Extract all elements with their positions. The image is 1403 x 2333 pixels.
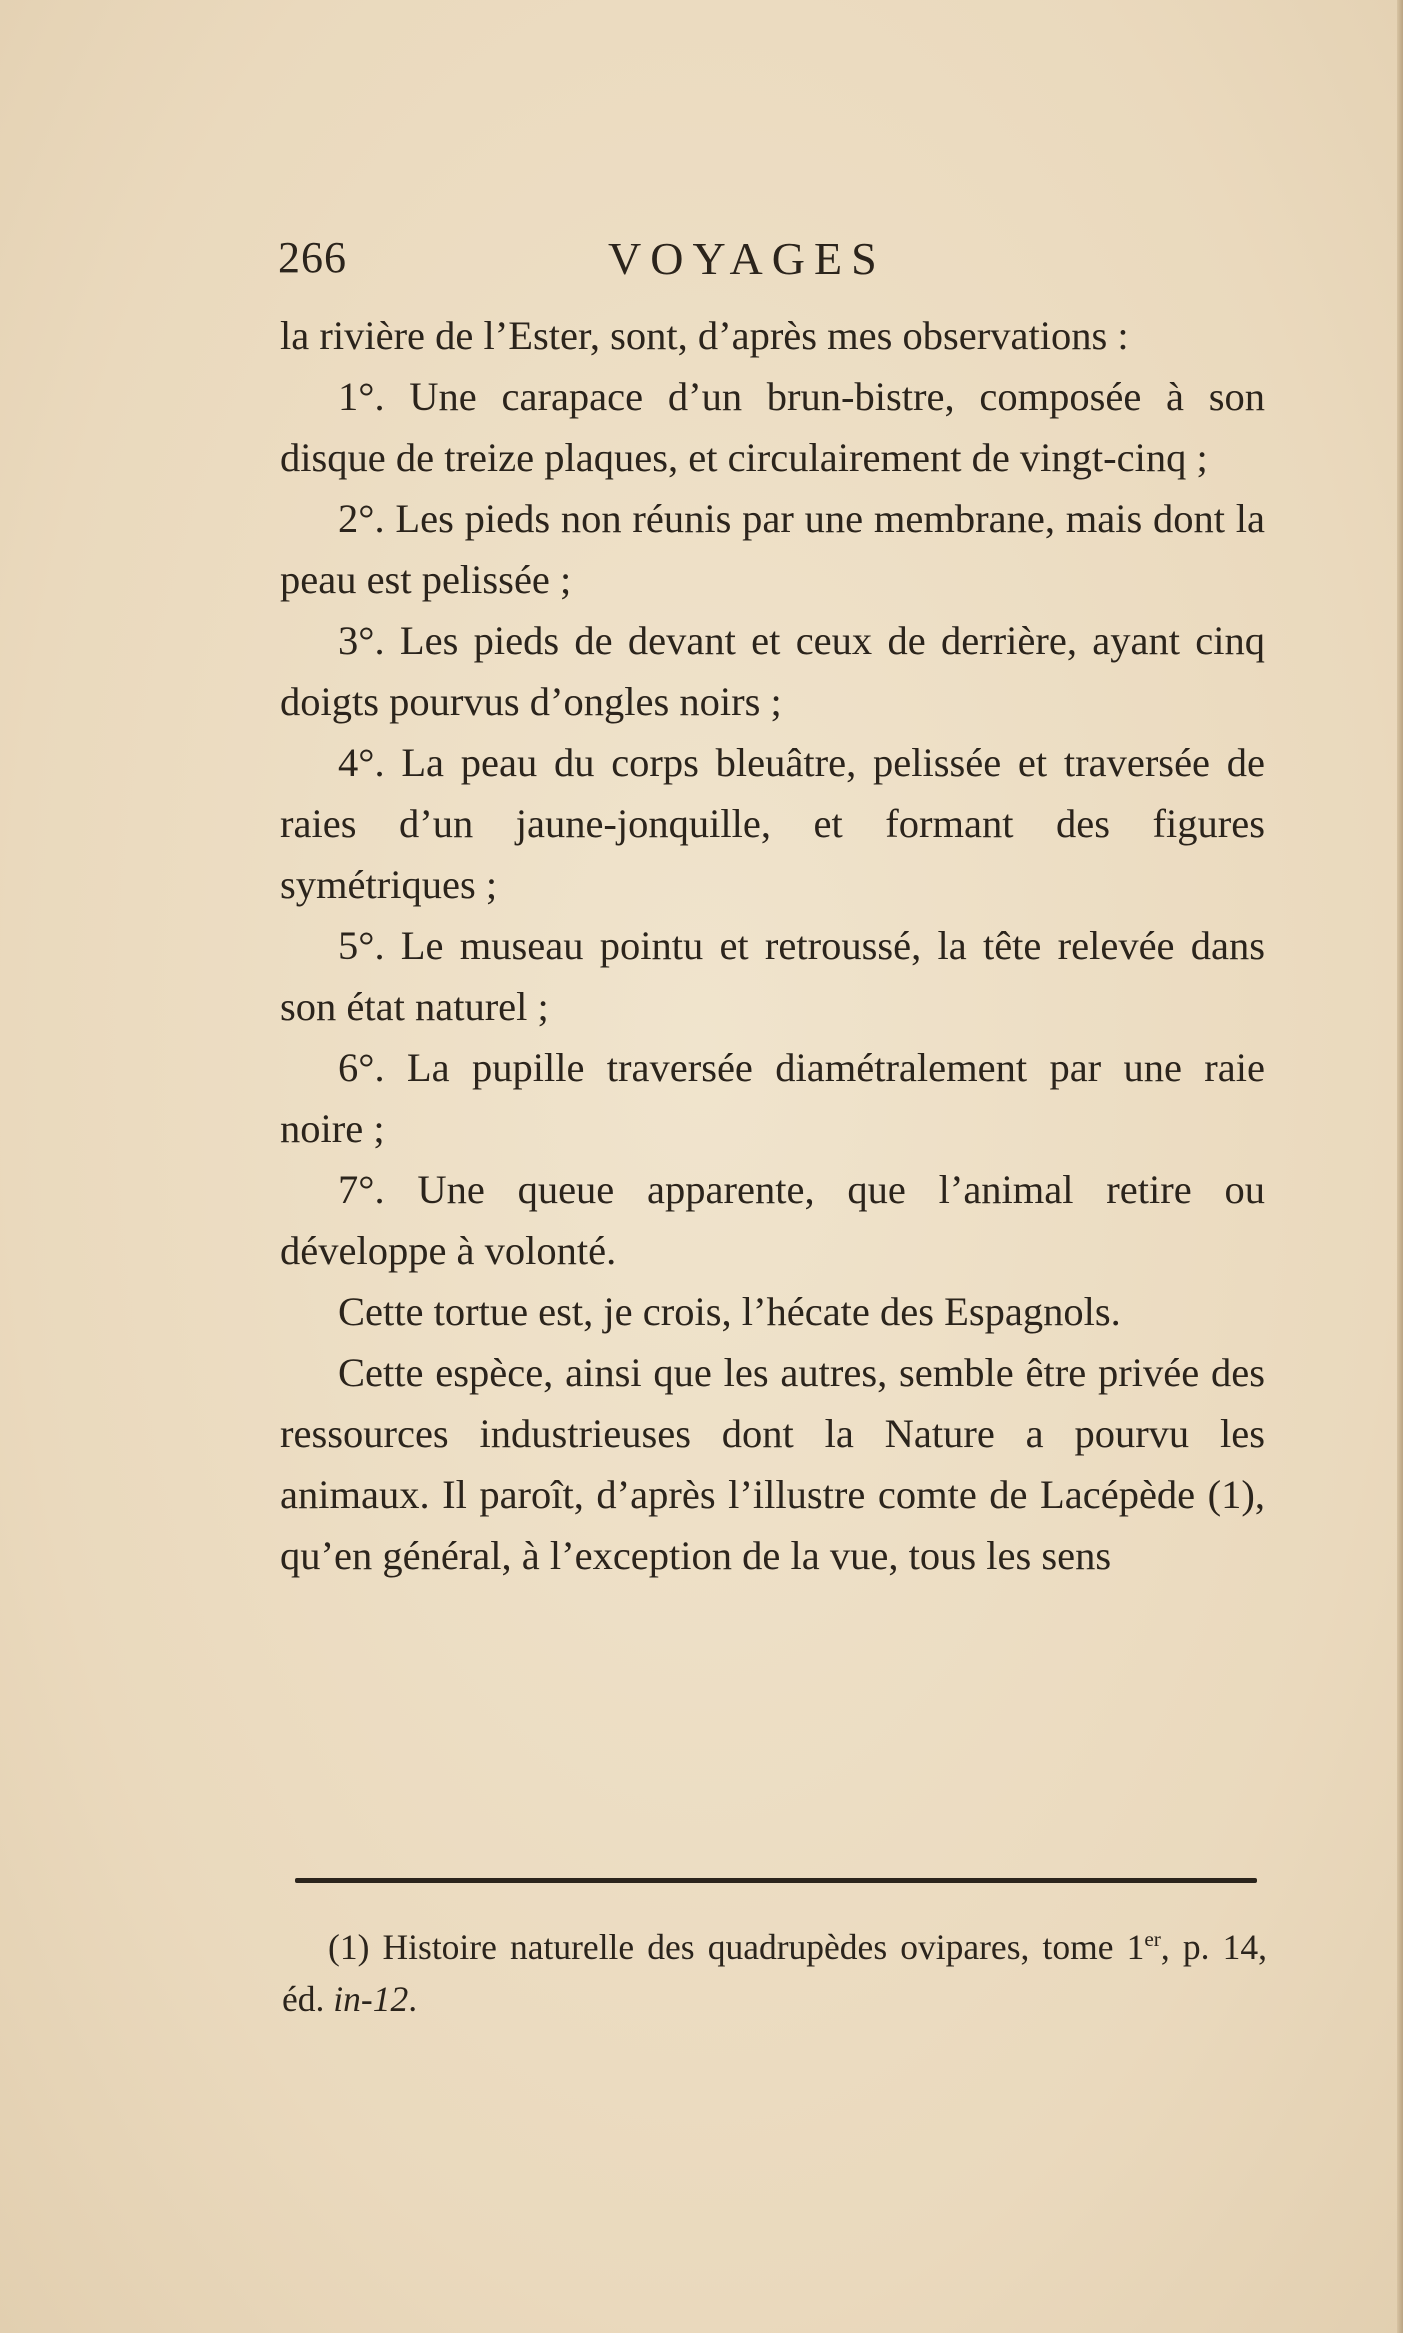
page-header <box>278 232 998 292</box>
list-item: 1°. Une carapace d’un brun-bistre, composée à son disque de treize plaques, et circulairement de vingt-cinq ; <box>280 374 1265 480</box>
list-item: 7°. Une queue apparente, que l’animal retire ou développe à volonté. <box>280 1167 1265 1273</box>
running-title: VOYAGES <box>608 233 886 284</box>
paragraph: Cette espèce, ainsi que les autres, semble être privée des ressources industrieuses dont la Nature a pourvu les animaux. Il paroît, d’après l’illustre comte de Lacépède (1), qu’en général, à l’exception de la vue, tous les sens <box>280 1350 1265 1578</box>
footnote-superscript: er <box>1144 1927 1161 1952</box>
footnote-format: in-12 <box>333 1979 409 2019</box>
footnote-separator <box>295 1878 1257 1883</box>
page-number: 266 <box>278 233 347 282</box>
footnote-text <box>282 1921 1267 2025</box>
footnote-text-middle: , p. 14, éd. <box>282 1927 1268 2019</box>
footnote-text-end: . <box>408 1979 418 2019</box>
footnote <box>282 1921 1267 2025</box>
footnote-text-start: (1) Histoire naturelle des quadrupèdes ovipares, tome 1 <box>328 1927 1145 1967</box>
list-item: 4°. La peau du corps bleuâtre, pelissée et traversée de raies d’un jaune-jonquille, et formant des figures symétriques ; <box>280 740 1265 907</box>
paragraph: la rivière de l’Ester, sont, d’après mes observations : <box>280 313 1129 358</box>
body-text <box>280 305 1265 1586</box>
page-edge <box>1397 0 1403 2333</box>
list-item: 6°. La pupille traversée diamétralement par une raie noire ; <box>280 1045 1265 1151</box>
list-item: 3°. Les pieds de devant et ceux de derrière, ayant cinq doigts pourvus d’ongles noirs ; <box>280 618 1265 724</box>
list-item: 2°. Les pieds non réunis par une membrane, mais dont la peau est pelissée ; <box>280 496 1265 602</box>
paragraph: Cette tortue est, je crois, l’hécate des Espagnols. <box>338 1289 1121 1334</box>
list-item: 5°. Le museau pointu et retroussé, la tête relevée dans son état naturel ; <box>280 923 1265 1029</box>
